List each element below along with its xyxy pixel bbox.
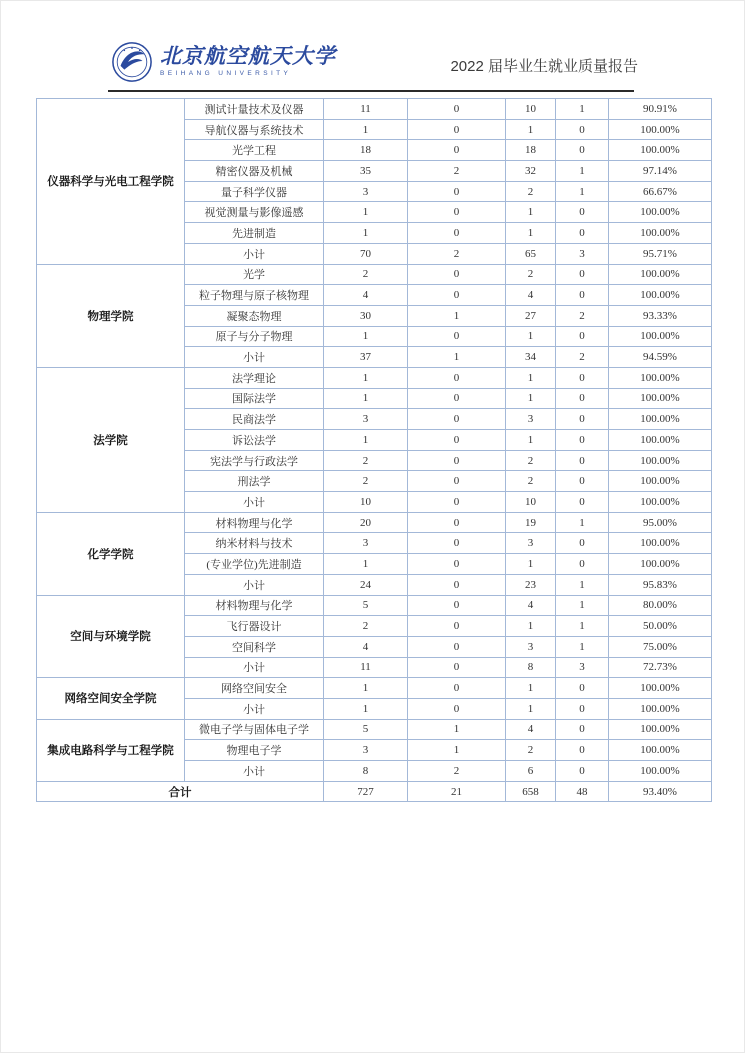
value-cell: 3 [506, 533, 556, 554]
value-cell: 0 [408, 181, 506, 202]
college-cell: 集成电路科学与工程学院 [37, 719, 185, 781]
major-cell: 精密仪器及机械 [185, 161, 324, 182]
value-cell: 4 [506, 595, 556, 616]
value-cell: 19 [506, 512, 556, 533]
value-cell: 30 [324, 305, 408, 326]
table-row [37, 719, 712, 740]
college-cell: 仪器科学与光电工程学院 [37, 99, 185, 265]
value-cell: 0 [408, 409, 506, 430]
value-cell: 2 [408, 161, 506, 182]
major-cell: 先进制造 [185, 223, 324, 244]
value-cell: 100.00% [609, 554, 712, 575]
major-cell: 飞行器设计 [185, 616, 324, 637]
value-cell: 1 [506, 223, 556, 244]
value-cell: 93.33% [609, 305, 712, 326]
value-cell: 0 [556, 492, 609, 513]
major-cell: 纳米材料与技术 [185, 533, 324, 554]
value-cell: 32 [506, 161, 556, 182]
value-cell: 0 [556, 740, 609, 761]
university-name-cn: 北京航空航天大学 [160, 44, 336, 69]
college-cell: 物理学院 [37, 264, 185, 367]
table-row [37, 678, 712, 699]
value-cell: 0 [408, 140, 506, 161]
value-cell: 65 [506, 243, 556, 264]
value-cell: 0 [556, 223, 609, 244]
value-cell: 0 [408, 326, 506, 347]
value-cell: 2 [506, 450, 556, 471]
college-cell: 化学学院 [37, 512, 185, 595]
value-cell: 100.00% [609, 450, 712, 471]
value-cell: 66.67% [609, 181, 712, 202]
value-cell: 0 [556, 554, 609, 575]
value-cell: 2 [506, 740, 556, 761]
major-cell: 法学理论 [185, 367, 324, 388]
header-divider [108, 90, 634, 92]
major-cell: 小计 [185, 761, 324, 782]
value-cell: 95.71% [609, 243, 712, 264]
value-cell: 1 [506, 367, 556, 388]
major-cell: 材料物理与化学 [185, 512, 324, 533]
value-cell: 1 [506, 678, 556, 699]
value-cell: 37 [324, 347, 408, 368]
value-cell: 100.00% [609, 119, 712, 140]
report-table-body [37, 99, 712, 802]
major-cell: 微电子学与固体电子学 [185, 719, 324, 740]
table-row [37, 367, 712, 388]
major-cell: 民商法学 [185, 409, 324, 430]
major-cell: 凝聚态物理 [185, 305, 324, 326]
university-name-en: BEIHANG UNIVERSITY [160, 70, 292, 78]
value-cell: 1 [324, 678, 408, 699]
value-cell: 8 [506, 657, 556, 678]
value-cell: 0 [408, 554, 506, 575]
value-cell: 0 [408, 285, 506, 306]
value-cell: 0 [408, 430, 506, 451]
value-cell: 1 [324, 202, 408, 223]
value-cell: 1 [408, 719, 506, 740]
value-cell: 34 [506, 347, 556, 368]
value-cell: 75.00% [609, 636, 712, 657]
value-cell: 35 [324, 161, 408, 182]
major-cell: (专业学位)先进制造 [185, 554, 324, 575]
value-cell: 100.00% [609, 326, 712, 347]
value-cell: 0 [408, 595, 506, 616]
value-cell: 1 [408, 305, 506, 326]
table-row [37, 512, 712, 533]
value-cell: 1 [556, 512, 609, 533]
value-cell: 1 [506, 388, 556, 409]
value-cell: 1 [556, 574, 609, 595]
value-cell: 1 [324, 388, 408, 409]
value-cell: 0 [408, 636, 506, 657]
major-cell: 测试计量技术及仪器 [185, 99, 324, 120]
major-cell: 物理电子学 [185, 740, 324, 761]
value-cell: 100.00% [609, 698, 712, 719]
value-cell: 100.00% [609, 533, 712, 554]
value-cell: 6 [506, 761, 556, 782]
value-cell: 4 [506, 285, 556, 306]
value-cell: 1 [506, 326, 556, 347]
value-cell: 2 [324, 264, 408, 285]
value-cell: 2 [324, 450, 408, 471]
value-cell: 1 [506, 616, 556, 637]
value-cell: 0 [556, 119, 609, 140]
value-cell: 1 [506, 698, 556, 719]
value-cell: 0 [556, 388, 609, 409]
value-cell: 1 [324, 554, 408, 575]
value-cell: 8 [324, 761, 408, 782]
value-cell: 0 [556, 285, 609, 306]
value-cell: 100.00% [609, 409, 712, 430]
value-cell: 0 [408, 223, 506, 244]
value-cell: 2 [556, 305, 609, 326]
total-value-cell: 658 [506, 781, 556, 802]
value-cell: 0 [408, 678, 506, 699]
value-cell: 2 [324, 616, 408, 637]
major-cell: 刑法学 [185, 471, 324, 492]
value-cell: 27 [506, 305, 556, 326]
value-cell: 3 [324, 409, 408, 430]
major-cell: 小计 [185, 698, 324, 719]
major-cell: 光学工程 [185, 140, 324, 161]
value-cell: 1 [408, 740, 506, 761]
value-cell: 100.00% [609, 202, 712, 223]
major-cell: 视觉测量与影像遥感 [185, 202, 324, 223]
college-cell: 网络空间安全学院 [37, 678, 185, 719]
value-cell: 3 [506, 636, 556, 657]
value-cell: 23 [506, 574, 556, 595]
value-cell: 100.00% [609, 678, 712, 699]
university-name [160, 46, 336, 78]
value-cell: 2 [408, 761, 506, 782]
value-cell: 1 [506, 119, 556, 140]
value-cell: 90.91% [609, 99, 712, 120]
major-cell: 量子科学仪器 [185, 181, 324, 202]
value-cell: 0 [408, 450, 506, 471]
value-cell: 0 [408, 657, 506, 678]
value-cell: 11 [324, 99, 408, 120]
value-cell: 1 [556, 161, 609, 182]
value-cell: 4 [324, 285, 408, 306]
value-cell: 0 [556, 450, 609, 471]
value-cell: 24 [324, 574, 408, 595]
value-cell: 0 [556, 140, 609, 161]
major-cell: 小计 [185, 492, 324, 513]
value-cell: 2 [556, 347, 609, 368]
value-cell: 3 [506, 409, 556, 430]
total-value-cell: 727 [324, 781, 408, 802]
value-cell: 100.00% [609, 367, 712, 388]
value-cell: 0 [556, 719, 609, 740]
value-cell: 0 [408, 492, 506, 513]
value-cell: 1 [324, 430, 408, 451]
major-cell: 小计 [185, 657, 324, 678]
value-cell: 0 [556, 471, 609, 492]
value-cell: 5 [324, 595, 408, 616]
value-cell: 3 [556, 657, 609, 678]
value-cell: 2 [506, 471, 556, 492]
value-cell: 4 [324, 636, 408, 657]
value-cell: 0 [408, 367, 506, 388]
value-cell: 11 [324, 657, 408, 678]
value-cell: 0 [408, 533, 506, 554]
value-cell: 100.00% [609, 719, 712, 740]
college-cell: 空间与环境学院 [37, 595, 185, 678]
value-cell: 10 [324, 492, 408, 513]
value-cell: 3 [556, 243, 609, 264]
value-cell: 18 [324, 140, 408, 161]
value-cell: 0 [408, 574, 506, 595]
value-cell: 80.00% [609, 595, 712, 616]
value-cell: 1 [556, 595, 609, 616]
value-cell: 100.00% [609, 285, 712, 306]
table-total-row [37, 781, 712, 802]
value-cell: 2 [408, 243, 506, 264]
value-cell: 18 [506, 140, 556, 161]
major-cell: 原子与分子物理 [185, 326, 324, 347]
major-cell: 材料物理与化学 [185, 595, 324, 616]
value-cell: 0 [556, 533, 609, 554]
value-cell: 50.00% [609, 616, 712, 637]
value-cell: 0 [556, 698, 609, 719]
value-cell: 97.14% [609, 161, 712, 182]
value-cell: 10 [506, 492, 556, 513]
value-cell: 0 [556, 430, 609, 451]
value-cell: 100.00% [609, 471, 712, 492]
value-cell: 1 [556, 99, 609, 120]
major-cell: 网络空间安全 [185, 678, 324, 699]
value-cell: 0 [556, 761, 609, 782]
value-cell: 20 [324, 512, 408, 533]
value-cell: 3 [324, 181, 408, 202]
major-cell: 宪法学与行政法学 [185, 450, 324, 471]
value-cell: 1 [556, 636, 609, 657]
value-cell: 0 [408, 264, 506, 285]
table-row [37, 99, 712, 120]
major-cell: 小计 [185, 574, 324, 595]
value-cell: 0 [408, 99, 506, 120]
value-cell: 0 [408, 202, 506, 223]
value-cell: 0 [408, 616, 506, 637]
value-cell: 5 [324, 719, 408, 740]
major-cell: 小计 [185, 347, 324, 368]
value-cell: 72.73% [609, 657, 712, 678]
value-cell: 1 [506, 430, 556, 451]
major-cell: 国际法学 [185, 388, 324, 409]
major-cell: 导航仪器与系统技术 [185, 119, 324, 140]
value-cell: 100.00% [609, 223, 712, 244]
major-cell: 粒子物理与原子核物理 [185, 285, 324, 306]
value-cell: 1 [408, 347, 506, 368]
value-cell: 0 [556, 202, 609, 223]
value-cell: 3 [324, 533, 408, 554]
value-cell: 1 [324, 223, 408, 244]
employment-statistics-table [36, 98, 712, 802]
value-cell: 10 [506, 99, 556, 120]
value-cell: 1 [324, 698, 408, 719]
table-row [37, 595, 712, 616]
total-label-cell: 合计 [37, 781, 324, 802]
university-logo-icon [111, 41, 153, 83]
value-cell: 1 [556, 616, 609, 637]
value-cell: 100.00% [609, 140, 712, 161]
major-cell: 空间科学 [185, 636, 324, 657]
report-title: 2022 届毕业生就业质量报告 [450, 58, 638, 75]
major-cell: 小计 [185, 243, 324, 264]
value-cell: 100.00% [609, 388, 712, 409]
value-cell: 0 [556, 678, 609, 699]
value-cell: 100.00% [609, 264, 712, 285]
value-cell: 100.00% [609, 761, 712, 782]
total-value-cell: 93.40% [609, 781, 712, 802]
value-cell: 1 [556, 181, 609, 202]
total-value-cell: 21 [408, 781, 506, 802]
value-cell: 1 [324, 119, 408, 140]
table-row [37, 264, 712, 285]
value-cell: 100.00% [609, 740, 712, 761]
value-cell: 2 [506, 181, 556, 202]
value-cell: 0 [556, 326, 609, 347]
value-cell: 95.83% [609, 574, 712, 595]
total-value-cell: 48 [556, 781, 609, 802]
value-cell: 0 [408, 512, 506, 533]
value-cell: 1 [506, 202, 556, 223]
major-cell: 光学 [185, 264, 324, 285]
value-cell: 95.00% [609, 512, 712, 533]
value-cell: 0 [556, 367, 609, 388]
value-cell: 4 [506, 719, 556, 740]
value-cell: 1 [506, 554, 556, 575]
value-cell: 0 [556, 409, 609, 430]
value-cell: 0 [408, 698, 506, 719]
value-cell: 100.00% [609, 430, 712, 451]
value-cell: 2 [506, 264, 556, 285]
value-cell: 1 [324, 367, 408, 388]
value-cell: 0 [408, 119, 506, 140]
college-cell: 法学院 [37, 367, 185, 512]
university-logo [111, 41, 336, 83]
value-cell: 2 [324, 471, 408, 492]
value-cell: 0 [556, 264, 609, 285]
value-cell: 3 [324, 740, 408, 761]
value-cell: 0 [408, 388, 506, 409]
value-cell: 70 [324, 243, 408, 264]
value-cell: 1 [324, 326, 408, 347]
major-cell: 诉讼法学 [185, 430, 324, 451]
value-cell: 0 [408, 471, 506, 492]
value-cell: 94.59% [609, 347, 712, 368]
value-cell: 100.00% [609, 492, 712, 513]
